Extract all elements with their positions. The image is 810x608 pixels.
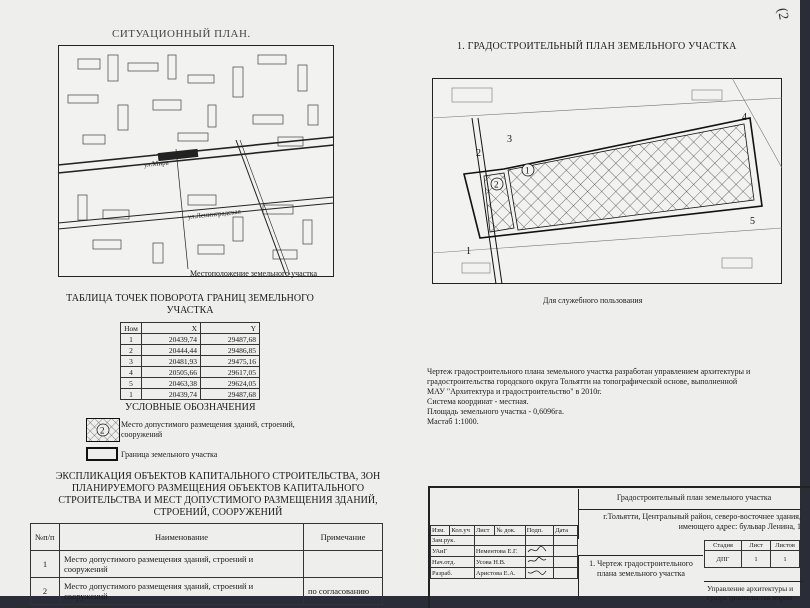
corner-mark: (2 (773, 6, 791, 21)
table-row (121, 356, 260, 367)
stamp-header-cell: Дата (554, 526, 578, 536)
explication-cell: по согласованию (304, 578, 383, 605)
legend-hatch-symbol (86, 418, 120, 442)
street-label-mira: ул.Мира (143, 158, 170, 169)
legend-title: УСЛОВНЫЕ ОБОЗНАЧЕНИЯ (125, 402, 256, 413)
stamp-stage-value: 1 (742, 551, 771, 568)
explication-cell: 1 (31, 551, 60, 578)
stamp-stage (704, 540, 800, 568)
stamp-name: Усова Н.В. (474, 557, 525, 568)
stamp-header-cell: Подп. (525, 526, 553, 536)
table-row (431, 568, 578, 579)
note-line: МАУ "Архитектура и градостроительство" в 2010г. (427, 387, 602, 396)
coords-table-title: ТАБЛИЦА ТОЧЕК ПОВОРОТА ГРАНИЦ ЗЕМЕЛЬНОГО УЧАСТКА (66, 293, 314, 316)
coords-cell: 4 (121, 367, 142, 378)
coords-cell: 20505,66 (142, 367, 201, 378)
stamp-role: УАиГ (431, 546, 475, 557)
explication-cell (304, 551, 383, 578)
stamp-sheet-title: 1. Чертеж градостроительного плана земельного участка (578, 555, 703, 599)
stamp-stage-header: Стадия (705, 541, 742, 551)
note-line: Система координат - местная. (427, 397, 529, 406)
stamp-date (554, 557, 578, 568)
stamp-signatures (430, 525, 578, 579)
stamp-name (474, 536, 525, 546)
explication-header-row (31, 524, 383, 551)
stamp-signature (525, 536, 553, 546)
coords-cell: 1 (121, 389, 142, 400)
coords-cell: 29486,85 (201, 345, 260, 356)
coords-cell: 29475,16 (201, 356, 260, 367)
stamp-org: Управление архитектуры и градостроительства мэрии (704, 581, 803, 600)
table-row (121, 345, 260, 356)
explication-table (30, 523, 383, 605)
coords-cell: 20444,44 (142, 345, 201, 356)
stamp-role: Зам.рук. (431, 536, 475, 546)
explication-header-num: №п/п (31, 524, 60, 551)
table-row (431, 557, 578, 568)
stamp-header-cell: № док. (495, 526, 525, 536)
table-row (431, 536, 578, 546)
zone-label-2: 2 (494, 179, 499, 190)
stamp-name: Нементова Е.Г. (474, 546, 525, 557)
stamp-stage-value: ДПГ (705, 551, 742, 568)
stamp-stage-header: Листов (771, 541, 800, 551)
point-label-2: 2 (476, 148, 481, 159)
coords-cell: 29617,05 (201, 367, 260, 378)
stamp-name: Аристова Е.А. (474, 568, 525, 579)
point-label-5: 5 (750, 216, 755, 227)
coords-cell: 29487,68 (201, 389, 260, 400)
table-row (31, 578, 383, 605)
legend-item2-text: Граница земельного участка (121, 450, 218, 459)
legend-item1-number: 2 (100, 425, 105, 436)
coords-cell: 3 (121, 356, 142, 367)
stamp-signature (525, 568, 553, 579)
coords-header-num: Ном (121, 323, 142, 334)
gpzu-title: 1. ГРАДОСТРОИТЕЛЬНЫЙ ПЛАН ЗЕМЕЛЬНОГО УЧАСТКА (457, 41, 737, 52)
note-line: градостроительства городского округа Тольятти на топографической основе, выполненной (427, 377, 738, 386)
explication-title: ЭКСПЛИКАЦИЯ ОБЪЕКТОВ КАПИТАЛЬНОГО СТРОИТЕЛЬСТВА, ЗОН ПЛАНИРУЕМОГО РАЗМЕЩЕНИЯ ОБЪЕКТОВ КАПИТАЛЬНОГО СТРОИТЕЛЬСТВА И МЕСТ ДОПУСТИМОГО РАЗМЕЩЕНИЯ ЗДАНИЙ, СТРОЕНИЙ, СООРУЖЕНИЙ (55, 471, 381, 518)
explication-header-name: Наименование (60, 524, 304, 551)
situation-plan-map (58, 45, 334, 277)
explication-header-note: Примечание (304, 524, 383, 551)
situation-plan-title: СИТУАЦИОННЫЙ ПЛАН. (112, 28, 251, 40)
stamp-stage-header-row (705, 541, 800, 551)
notes-block (427, 367, 750, 427)
stamp-signature (525, 557, 553, 568)
coords-cell: 5 (121, 378, 142, 389)
zone-label-1: 1 (525, 165, 530, 176)
street-label-leningradskaya: ул.Ленинградская (187, 207, 242, 221)
stamp-stage-value: 1 (771, 551, 800, 568)
explication-cell: Место допустимого размещения зданий, строений и сооружений (60, 578, 304, 605)
note-line: Площадь земельного участка - 0,6096га. (427, 407, 564, 416)
table-row (121, 378, 260, 389)
situation-plan-caption: Местоположение земельного участка (190, 269, 318, 278)
table-row (121, 334, 260, 345)
stamp-role: Нач.отд. (431, 557, 475, 568)
coords-header-y: Y (201, 323, 260, 334)
table-row (121, 367, 260, 378)
table-row (431, 546, 578, 557)
coords-header-row (121, 323, 260, 334)
note-line: Мастаб 1:1000. (427, 417, 479, 426)
gpzu-plan-map (432, 78, 782, 284)
legend-boundary-symbol (86, 447, 118, 461)
stamp-address: г.Тольятти, Центральный район, северо-восточнее здания, имеющего адрес: бульвар Ленина, 1 (578, 509, 801, 539)
coords-cell: 20463,38 (142, 378, 201, 389)
stamp-stage-header: Лист (742, 541, 771, 551)
point-label-3: 3 (507, 134, 512, 145)
stamp-header-cell: Изм. (431, 526, 450, 536)
table-row (31, 551, 383, 578)
coords-cell: 29624,05 (201, 378, 260, 389)
stamp-stage-value-row (705, 551, 800, 568)
coords-cell: 2 (121, 345, 142, 356)
coords-cell: 20439,74 (142, 389, 201, 400)
coords-table (120, 322, 260, 400)
explication-cell: 2 (31, 578, 60, 605)
note-line: Чертеж градостроительного плана земельного участка разработан управлением архитектуры и (427, 367, 751, 376)
coords-cell: 20439,74 (142, 334, 201, 345)
stamp-date (554, 568, 578, 579)
point-label-1: 1 (466, 246, 471, 257)
explication-cell: Место допустимого размещения зданий, строений и сооружений (60, 551, 304, 578)
gpzu-caption: Для служебного пользования (543, 296, 643, 305)
stamp-doc-title: Градостроительный план земельного участка (578, 489, 809, 509)
coords-cell: 20481,93 (142, 356, 201, 367)
legend-item1-text: Место допустимого размещения зданий, строений, сооружений (121, 420, 295, 439)
stamp-role: Разраб. (431, 568, 475, 579)
coords-cell: 29487,68 (201, 334, 260, 345)
stamp-header-row (431, 526, 578, 536)
stamp-header-cell: Кол.уч (450, 526, 475, 536)
table-row (121, 389, 260, 400)
stamp-header-cell: Лист (474, 526, 495, 536)
stamp-date (554, 536, 578, 546)
stamp-date (554, 546, 578, 557)
coords-cell: 1 (121, 334, 142, 345)
coords-header-x: X (142, 323, 201, 334)
point-label-4: 4 (742, 112, 747, 123)
stamp-signature (525, 546, 553, 557)
